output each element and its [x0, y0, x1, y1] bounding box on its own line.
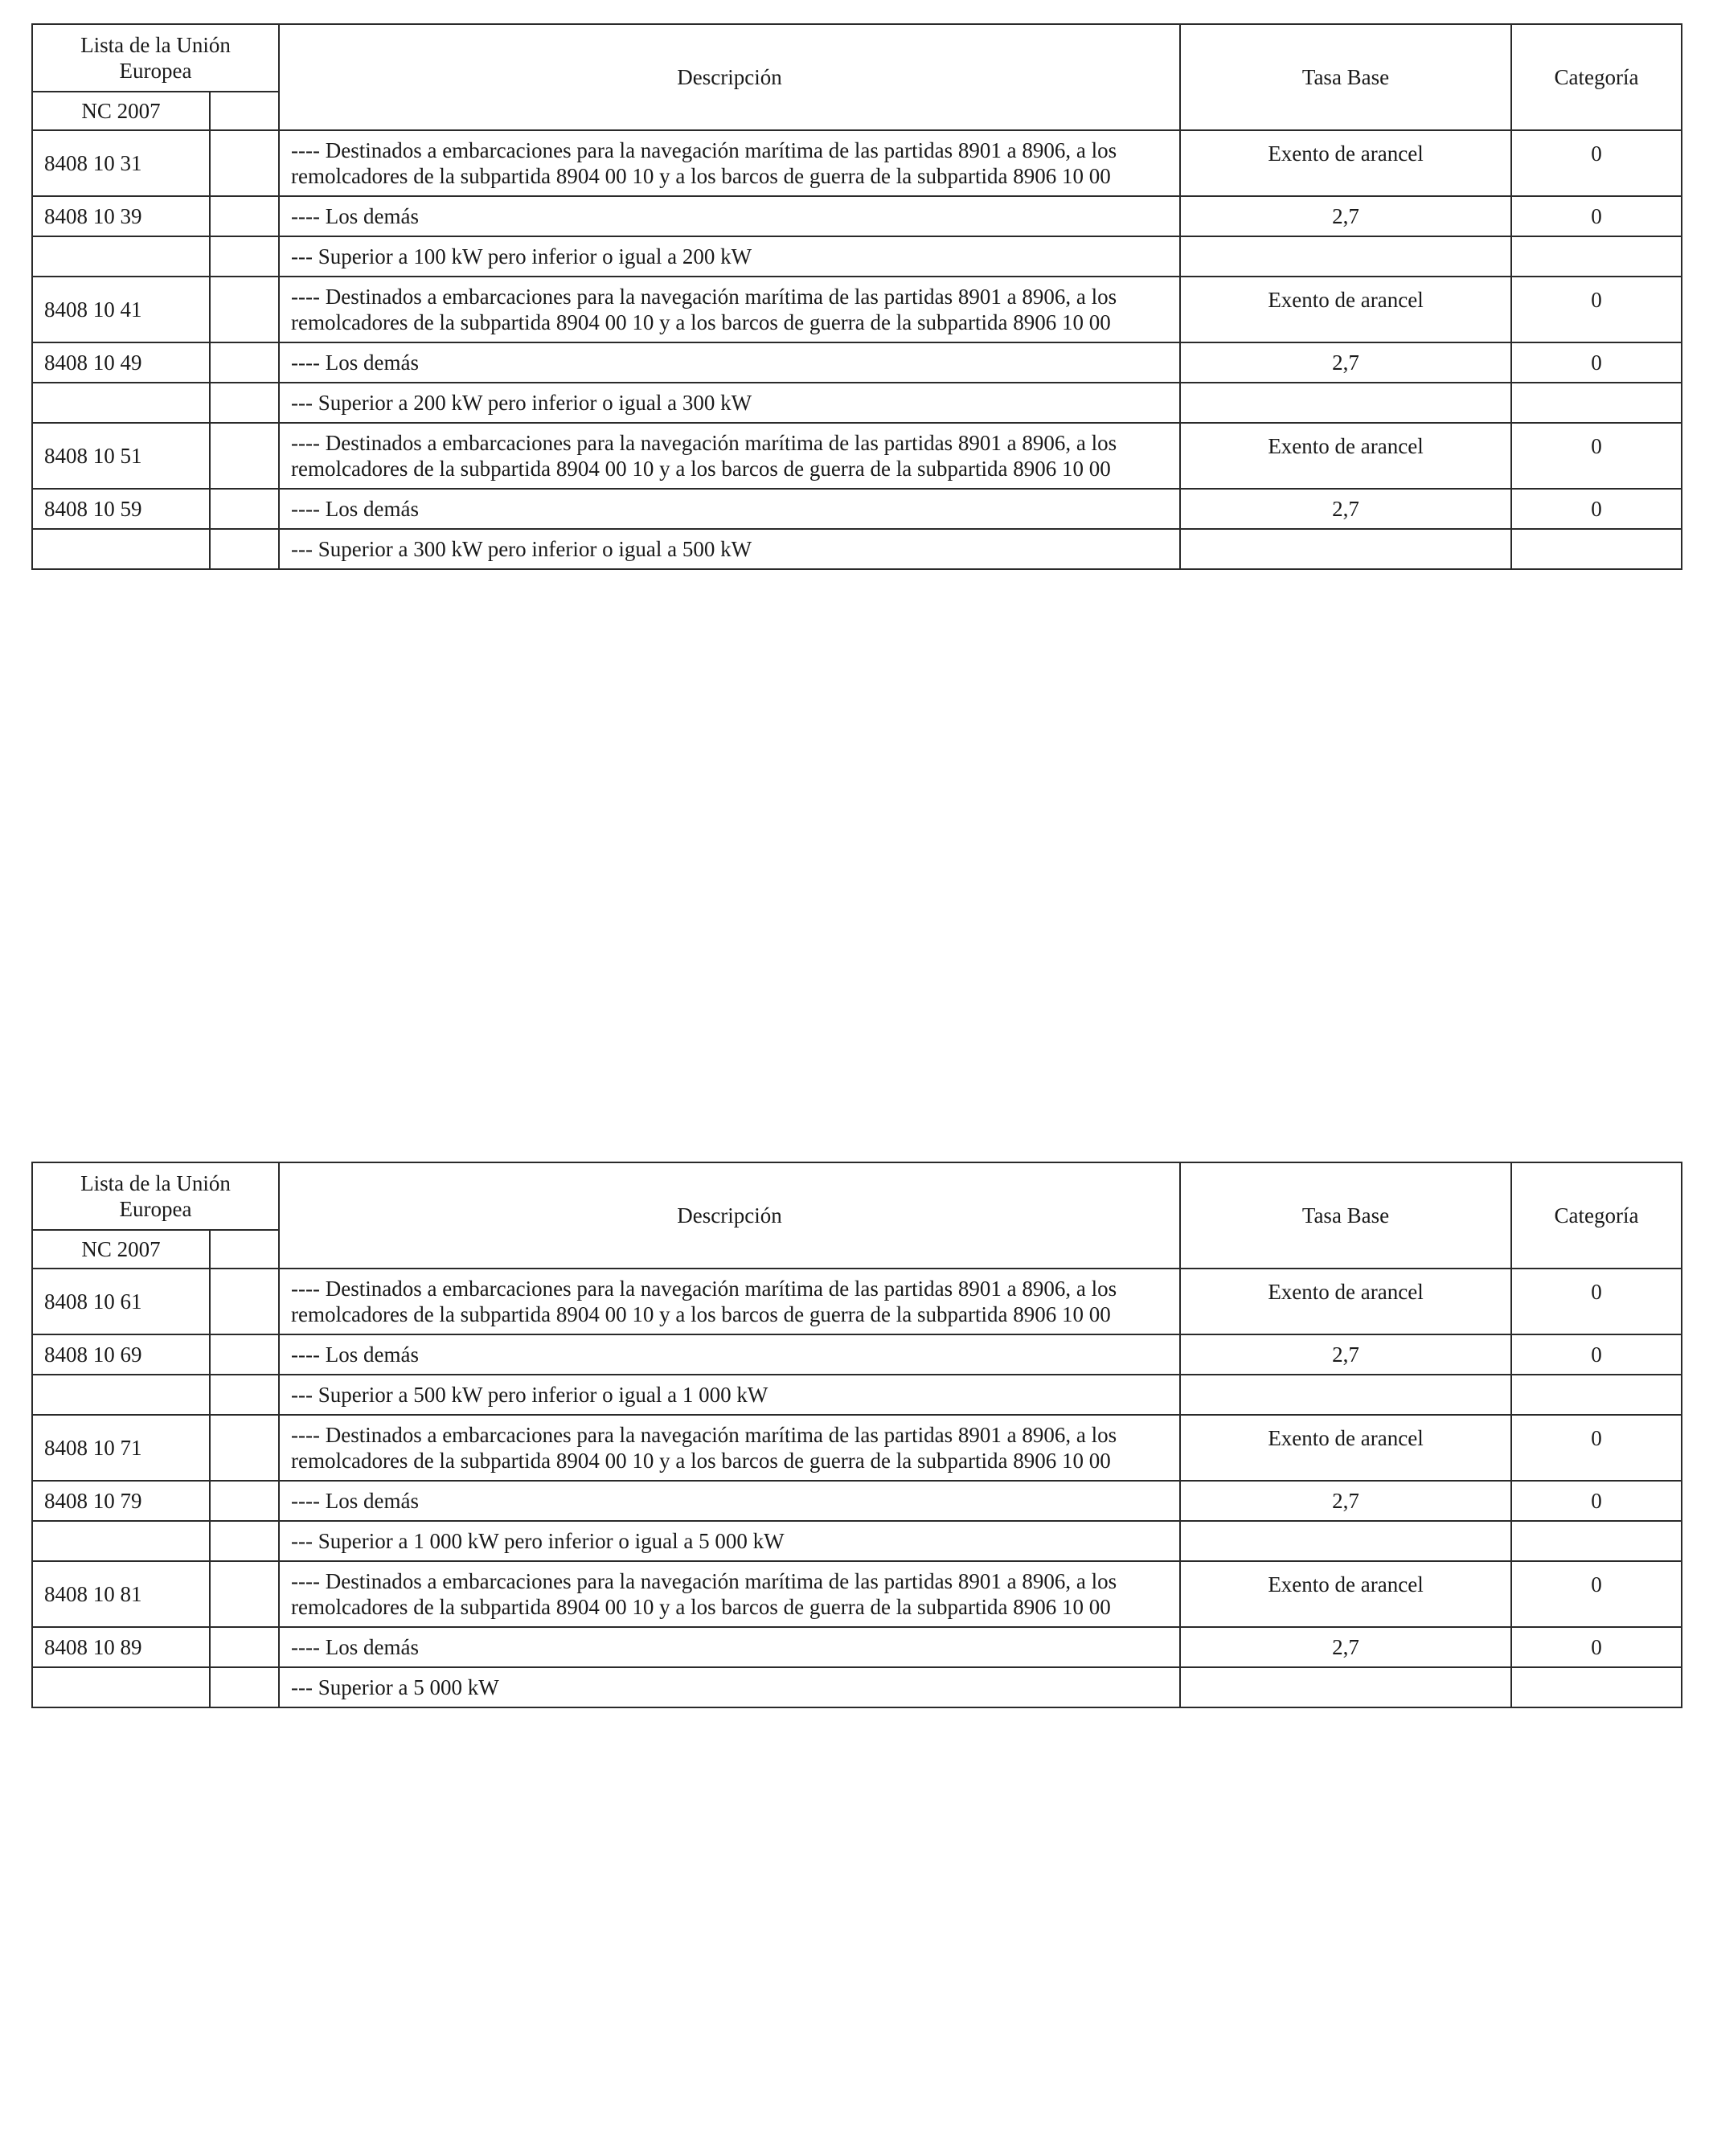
cell-categoria: 0 [1511, 1269, 1682, 1334]
cell-categoria [1511, 1521, 1682, 1561]
header-nc-2007: NC 2007 [32, 92, 210, 130]
header-categoria: Categoría [1511, 1162, 1682, 1269]
table-row [32, 196, 1682, 236]
header-categoria: Categoría [1511, 24, 1682, 130]
cell-nc-code [32, 383, 210, 423]
cell-tasa-base: 2,7 [1180, 1627, 1511, 1667]
cell-empty [210, 1375, 279, 1415]
header-nc-empty [210, 1230, 279, 1269]
cell-empty [210, 383, 279, 423]
cell-categoria [1511, 529, 1682, 569]
cell-nc-code: 8408 10 61 [32, 1269, 210, 1334]
cell-tasa-base: Exento de arancel [1180, 1561, 1511, 1627]
cell-tasa-base: 2,7 [1180, 1334, 1511, 1375]
cell-descripcion: ---- Los demás [279, 1334, 1180, 1375]
cell-empty [210, 1627, 279, 1667]
cell-descripcion: ---- Destinados a embarcaciones para la navegación marítima de las partidas 8901 a 8906, a los remolcadores de la subpartida 8904 00 10 y a los barcos de guerra de la subpartida 8906 10 00 [279, 277, 1180, 342]
header-tasa-base: Tasa Base [1180, 1162, 1511, 1269]
cell-empty [210, 277, 279, 342]
cell-categoria: 0 [1511, 1627, 1682, 1667]
header-row [32, 24, 1682, 92]
cell-tasa-base: 2,7 [1180, 196, 1511, 236]
header-nc-empty [210, 92, 279, 130]
cell-descripcion: ---- Los demás [279, 196, 1180, 236]
cell-nc-code [32, 1521, 210, 1561]
cell-categoria: 0 [1511, 1334, 1682, 1375]
cell-tasa-base [1180, 236, 1511, 277]
cell-descripcion: ---- Destinados a embarcaciones para la navegación marítima de las partidas 8901 a 8906, a los remolcadores de la subpartida 8904 00 10 y a los barcos de guerra de la subpartida 8906 10 00 [279, 1561, 1180, 1627]
table-row [32, 277, 1682, 342]
cell-nc-code: 8408 10 49 [32, 342, 210, 383]
cell-empty [210, 1269, 279, 1334]
cell-descripcion: --- Superior a 300 kW pero inferior o igual a 500 kW [279, 529, 1180, 569]
cell-nc-code: 8408 10 39 [32, 196, 210, 236]
cell-descripcion: ---- Los demás [279, 342, 1180, 383]
table-body [32, 1162, 1682, 1707]
table-row [32, 1521, 1682, 1561]
cell-categoria: 0 [1511, 130, 1682, 196]
cell-empty [210, 236, 279, 277]
cell-nc-code [32, 1375, 210, 1415]
cell-empty [210, 1561, 279, 1627]
table-row [32, 1334, 1682, 1375]
table-row [32, 1627, 1682, 1667]
cell-tasa-base: Exento de arancel [1180, 277, 1511, 342]
table-row [32, 1667, 1682, 1707]
header-nc-2007: NC 2007 [32, 1230, 210, 1269]
cell-nc-code: 8408 10 71 [32, 1415, 210, 1481]
cell-empty [210, 342, 279, 383]
cell-empty [210, 1521, 279, 1561]
cell-empty [210, 196, 279, 236]
header-row [32, 1162, 1682, 1230]
cell-descripcion: ---- Destinados a embarcaciones para la navegación marítima de las partidas 8901 a 8906, a los remolcadores de la subpartida 8904 00 10 y a los barcos de guerra de la subpartida 8906 10 00 [279, 130, 1180, 196]
tariff-table-2 [31, 1162, 1682, 1708]
cell-tasa-base [1180, 529, 1511, 569]
cell-descripcion: ---- Los demás [279, 1627, 1180, 1667]
cell-tasa-base: 2,7 [1180, 1481, 1511, 1521]
cell-nc-code: 8408 10 81 [32, 1561, 210, 1627]
table-row [32, 489, 1682, 529]
cell-categoria: 0 [1511, 342, 1682, 383]
cell-tasa-base [1180, 1667, 1511, 1707]
cell-categoria: 0 [1511, 423, 1682, 489]
cell-categoria: 0 [1511, 1561, 1682, 1627]
cell-categoria [1511, 236, 1682, 277]
cell-descripcion: ---- Destinados a embarcaciones para la navegación marítima de las partidas 8901 a 8906, a los remolcadores de la subpartida 8904 00 10 y a los barcos de guerra de la subpartida 8906 10 00 [279, 1415, 1180, 1481]
cell-nc-code [32, 236, 210, 277]
table-row [32, 236, 1682, 277]
cell-empty [210, 1481, 279, 1521]
cell-empty [210, 1334, 279, 1375]
cell-descripcion: --- Superior a 100 kW pero inferior o igual a 200 kW [279, 236, 1180, 277]
cell-tasa-base: 2,7 [1180, 489, 1511, 529]
table-row [32, 529, 1682, 569]
cell-categoria: 0 [1511, 1481, 1682, 1521]
cell-tasa-base: Exento de arancel [1180, 1269, 1511, 1334]
header-tasa-base: Tasa Base [1180, 24, 1511, 130]
table-row [32, 383, 1682, 423]
cell-nc-code: 8408 10 79 [32, 1481, 210, 1521]
cell-empty [210, 489, 279, 529]
cell-descripcion: --- Superior a 5 000 kW [279, 1667, 1180, 1707]
cell-nc-code [32, 529, 210, 569]
cell-empty [210, 1415, 279, 1481]
cell-categoria: 0 [1511, 196, 1682, 236]
table-row [32, 1561, 1682, 1627]
cell-categoria [1511, 1375, 1682, 1415]
cell-descripcion: ---- Destinados a embarcaciones para la navegación marítima de las partidas 8901 a 8906, a los remolcadores de la subpartida 8904 00 10 y a los barcos de guerra de la subpartida 8906 10 00 [279, 423, 1180, 489]
cell-descripcion: --- Superior a 200 kW pero inferior o igual a 300 kW [279, 383, 1180, 423]
cell-categoria: 0 [1511, 1415, 1682, 1481]
cell-empty [210, 423, 279, 489]
cell-categoria [1511, 383, 1682, 423]
header-lista: Lista de la Unión Europea [32, 24, 279, 92]
table-row [32, 1375, 1682, 1415]
table-row [32, 423, 1682, 489]
cell-descripcion: ---- Destinados a embarcaciones para la navegación marítima de las partidas 8901 a 8906, a los remolcadores de la subpartida 8904 00 10 y a los barcos de guerra de la subpartida 8906 10 00 [279, 1269, 1180, 1334]
cell-nc-code: 8408 10 59 [32, 489, 210, 529]
cell-tasa-base: Exento de arancel [1180, 1415, 1511, 1481]
cell-descripcion: --- Superior a 500 kW pero inferior o igual a 1 000 kW [279, 1375, 1180, 1415]
cell-nc-code: 8408 10 31 [32, 130, 210, 196]
cell-descripcion: ---- Los demás [279, 1481, 1180, 1521]
header-lista: Lista de la Unión Europea [32, 1162, 279, 1230]
cell-tasa-base [1180, 1521, 1511, 1561]
cell-tasa-base [1180, 1375, 1511, 1415]
header-descripcion: Descripción [279, 24, 1180, 130]
cell-categoria: 0 [1511, 489, 1682, 529]
cell-empty [210, 130, 279, 196]
table-body [32, 24, 1682, 569]
cell-tasa-base: Exento de arancel [1180, 130, 1511, 196]
cell-categoria: 0 [1511, 277, 1682, 342]
cell-nc-code [32, 1667, 210, 1707]
tariff-table-1 [31, 23, 1682, 570]
cell-nc-code: 8408 10 89 [32, 1627, 210, 1667]
table-row [32, 1415, 1682, 1481]
table-row [32, 1269, 1682, 1334]
cell-tasa-base: Exento de arancel [1180, 423, 1511, 489]
cell-empty [210, 1667, 279, 1707]
cell-descripcion: --- Superior a 1 000 kW pero inferior o igual a 5 000 kW [279, 1521, 1180, 1561]
cell-nc-code: 8408 10 69 [32, 1334, 210, 1375]
cell-categoria [1511, 1667, 1682, 1707]
table-row [32, 342, 1682, 383]
cell-tasa-base: 2,7 [1180, 342, 1511, 383]
header-descripcion: Descripción [279, 1162, 1180, 1269]
table-row [32, 1481, 1682, 1521]
cell-nc-code: 8408 10 51 [32, 423, 210, 489]
cell-tasa-base [1180, 383, 1511, 423]
cell-nc-code: 8408 10 41 [32, 277, 210, 342]
table-row [32, 130, 1682, 196]
cell-descripcion: ---- Los demás [279, 489, 1180, 529]
cell-empty [210, 529, 279, 569]
